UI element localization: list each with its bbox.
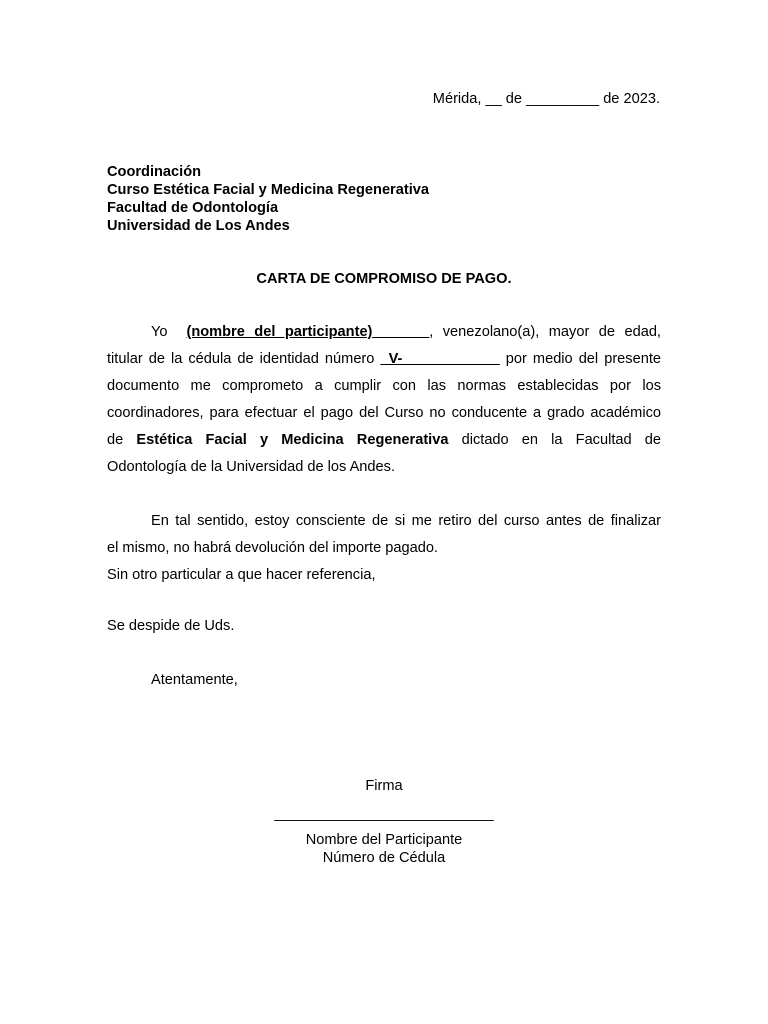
paragraph-line-4: coordinadores, para efectuar el pago del Curso no conducente a grado académico <box>107 405 661 421</box>
refund-paragraph <box>107 508 661 589</box>
refund-line-3: Sin otro particular a que hacer referencia, <box>107 567 376 583</box>
participant-name-label: Nombre del Participante <box>305 832 463 848</box>
farewell-text: Se despide de Uds. <box>107 618 235 634</box>
paragraph-line-1 <box>107 319 661 346</box>
recipient-faculty: Facultad de Odontología <box>107 200 279 216</box>
cedula-prefix: titular de la cédula de identidad número <box>107 351 375 367</box>
yo-text: Yo <box>151 324 168 340</box>
recipient-university: Universidad de Los Andes <box>107 218 290 234</box>
signature-label: Firma <box>365 778 403 794</box>
recipient-course: Curso Estética Facial y Medicina Regenerativa <box>107 182 430 198</box>
participant-description: , venezolano(a), mayor de edad, <box>429 324 661 340</box>
cedula-number-label: Número de Cédula <box>322 850 446 866</box>
cedula-number-field: _V-____________ <box>380 351 500 367</box>
cedula-suffix: por medio del presente <box>505 351 661 367</box>
after-course-text: dictado en la Facultad de <box>461 432 661 448</box>
course-name: Estética Facial y Medicina Regenerativa <box>136 432 449 448</box>
de-text: de <box>107 432 124 448</box>
recipient-block <box>107 163 429 235</box>
refund-line-2: el mismo, no habrá devolución del importe pagado. <box>107 540 438 556</box>
commitment-paragraph <box>107 319 661 481</box>
date-line: Mérida, __ de _________ de 2023. <box>432 91 660 107</box>
refund-line-1: En tal sentido, estoy consciente de si me retiro del curso antes de finalizar <box>151 513 661 529</box>
paragraph-line-6: Odontología de la Universidad de los Andes. <box>107 459 396 475</box>
participant-name-field: (nombre del participante)_______ <box>186 324 430 340</box>
paragraph-line-3: documento me comprometo a cumplir con las normas establecidas por los <box>107 378 661 394</box>
paragraph-line-2 <box>107 346 661 373</box>
paragraph-line-5 <box>107 427 661 454</box>
letter-title: CARTA DE COMPROMISO DE PAGO. <box>256 271 512 287</box>
recipient-coordination: Coordinación <box>107 164 202 180</box>
signature-line: ___________________________ <box>274 806 494 822</box>
closing-text: Atentamente, <box>151 672 238 688</box>
